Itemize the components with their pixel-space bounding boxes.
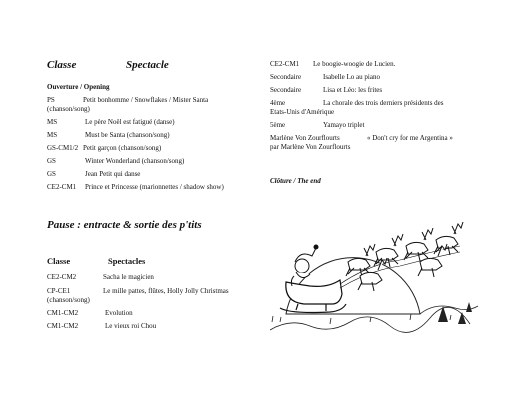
row-item: Le mille pattes, flûtes, Holly Jolly Christmas: [103, 287, 229, 295]
row-item: Lisa et Léo: les frites: [323, 86, 383, 94]
row-item: Le boogie-woogie de Lucien.: [313, 60, 396, 68]
tree-icon: [438, 302, 472, 324]
heading-spectacle: Spectacle: [126, 59, 169, 71]
row-item: Le père Noël est fatigué (danse): [85, 118, 175, 126]
row-item: Jean Petit qui danse: [85, 170, 141, 178]
row-class: CE2-CM1: [47, 183, 77, 191]
row-class: PS: [47, 96, 55, 104]
row-item: Winter Wonderland (chanson/song): [85, 157, 185, 165]
row-class: GS-CM1/2: [47, 144, 79, 152]
row-item-cont: par Marlène Von Zourflourts: [270, 143, 351, 151]
row-item: Yamayo triplet: [323, 121, 365, 129]
row-class: 4ème: [270, 99, 286, 107]
row-item: Sacha le magicien: [103, 273, 154, 281]
row-class: MS: [47, 131, 58, 139]
row-class: Marlène Von Zourflourts: [270, 134, 340, 142]
row-item: Isabelle Lo au piano: [323, 73, 380, 81]
row-class: CM1-CM2: [47, 309, 79, 317]
heading-classe: Classe: [47, 59, 77, 71]
row-item: Petit garçon (chanson/song): [83, 144, 162, 152]
pause-title: Pause : entracte & sortie des p'tits: [47, 219, 202, 231]
row-class: Secondaire: [270, 73, 302, 81]
reindeer-icon: [434, 222, 463, 255]
row-item: La chorale des trois derniers présidents des: [323, 99, 444, 107]
row-item: Prince et Princesse (marionnettes / shadow show): [85, 183, 224, 191]
row-class: CE2-CM1: [270, 60, 300, 68]
row-class: 5ème: [270, 121, 286, 129]
heading2-spectacles: Spectacles: [108, 256, 146, 266]
reindeer-icon: [404, 228, 433, 261]
closing-title: Clôture / The end: [270, 177, 321, 185]
row-item: Evolution: [105, 309, 133, 317]
row-class: Secondaire: [270, 86, 302, 94]
row-class: CE2-CM2: [47, 273, 77, 281]
row-item-cont: Etats-Unis d'Amérique: [270, 108, 335, 116]
section-opening: Ouverture / Opening: [47, 83, 110, 91]
row-item-cont: (chanson/song): [47, 105, 90, 113]
row-class: MS: [47, 118, 58, 126]
row-item: Petit bonhomme / Snowflakes / Mister Santa: [83, 96, 209, 104]
santa-sleigh-illustration: [270, 222, 480, 334]
heading2-classe: Classe: [47, 256, 71, 266]
row-class: GS: [47, 157, 56, 165]
row-class: CP-CE1: [47, 287, 71, 295]
row-item-cont: (chanson/song): [47, 296, 90, 304]
reindeer-icon: [374, 234, 403, 267]
row-item: Must be Santa (chanson/song): [85, 131, 170, 139]
row-class: CM1-CM2: [47, 322, 79, 330]
row-item: Le vieux roi Chou: [105, 322, 157, 330]
row-class: GS: [47, 170, 56, 178]
row-item: « Don't cry for me Argentina »: [367, 134, 453, 142]
